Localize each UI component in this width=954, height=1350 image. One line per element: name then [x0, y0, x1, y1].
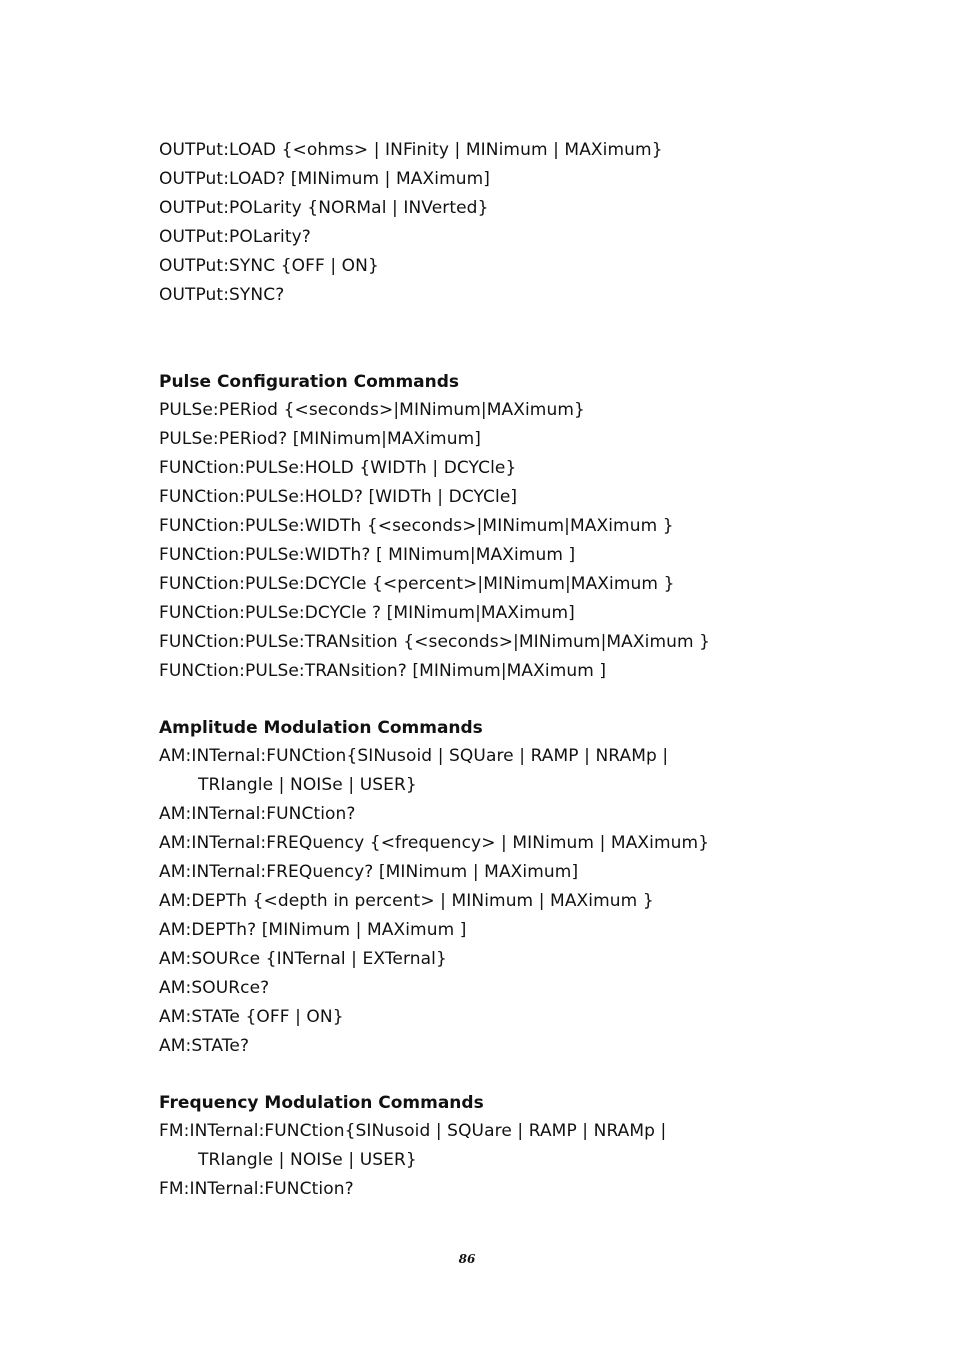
command-line: AM:INTernal:FUNCtion? — [159, 804, 356, 824]
command-line: OUTPut:POLarity {NORMal | INVerted} — [159, 198, 489, 218]
command-line-continuation: TRIangle | NOISe | USER} — [198, 1150, 417, 1170]
command-line-continuation: TRIangle | NOISe | USER} — [198, 775, 417, 795]
command-line: FUNCtion:PULSe:WIDTh {<seconds>|MINimum|MAXimum } — [159, 516, 674, 536]
command-line: AM:STATe {OFF | ON} — [159, 1007, 344, 1027]
section-heading: Amplitude Modulation Commands — [159, 718, 483, 738]
command-line: FM:INTernal:FUNCtion? — [159, 1179, 354, 1199]
command-line: FUNCtion:PULSe:HOLD {WIDTh | DCYCle} — [159, 458, 517, 478]
command-line: OUTPut:LOAD {<ohms> | INFinity | MINimum | MAXimum} — [159, 140, 663, 160]
command-line: FUNCtion:PULSe:HOLD? [WIDTh | DCYCle] — [159, 487, 518, 507]
command-line: PULSe:PERiod? [MINimum|MAXimum] — [159, 429, 481, 449]
pulse-configuration-section — [159, 368, 859, 686]
command-line: AM:STATe? — [159, 1036, 250, 1056]
command-line: OUTPut:POLarity? — [159, 227, 311, 247]
command-line: FUNCtion:PULSe:DCYCle {<percent>|MINimum|MAXimum } — [159, 574, 675, 594]
command-line: AM:SOURce? — [159, 978, 270, 998]
command-line: AM:INTernal:FREQuency? [MINimum | MAXimum] — [159, 862, 579, 882]
amplitude-modulation-section — [159, 714, 859, 1061]
command-line: FUNCtion:PULSe:DCYCle ? [MINimum|MAXimum] — [159, 603, 575, 623]
command-line: FM:INTernal:FUNCtion{SINusoid | SQUare | RAMP | NRAMp | — [159, 1121, 667, 1141]
command-line: AM:DEPTh {<depth in percent> | MINimum | MAXimum } — [159, 891, 654, 911]
command-line: FUNCtion:PULSe:TRANsition {<seconds>|MINimum|MAXimum } — [159, 632, 711, 652]
command-line: PULSe:PERiod {<seconds>|MINimum|MAXimum} — [159, 400, 585, 420]
section-heading: Pulse Configuration Commands — [159, 372, 460, 392]
command-line: AM:INTernal:FREQuency {<frequency> | MINimum | MAXimum} — [159, 833, 710, 853]
section-heading: Frequency Modulation Commands — [159, 1093, 484, 1113]
page-number: 86 — [458, 1252, 476, 1266]
command-line: AM:INTernal:FUNCtion{SINusoid | SQUare | RAMP | NRAMp | — [159, 746, 669, 766]
command-line: OUTPut:SYNC {OFF | ON} — [159, 256, 379, 276]
command-line: AM:DEPTh? [MINimum | MAXimum ] — [159, 920, 467, 940]
output-commands-section — [159, 136, 859, 310]
command-line: OUTPut:LOAD? [MINimum | MAXimum] — [159, 169, 490, 189]
command-line: OUTPut:SYNC? — [159, 285, 285, 305]
command-line: AM:SOURce {INTernal | EXTernal} — [159, 949, 447, 969]
frequency-modulation-section — [159, 1089, 859, 1204]
command-line: FUNCtion:PULSe:WIDTh? [ MINimum|MAXimum ] — [159, 545, 576, 565]
command-line: FUNCtion:PULSe:TRANsition? [MINimum|MAXimum ] — [159, 661, 607, 681]
